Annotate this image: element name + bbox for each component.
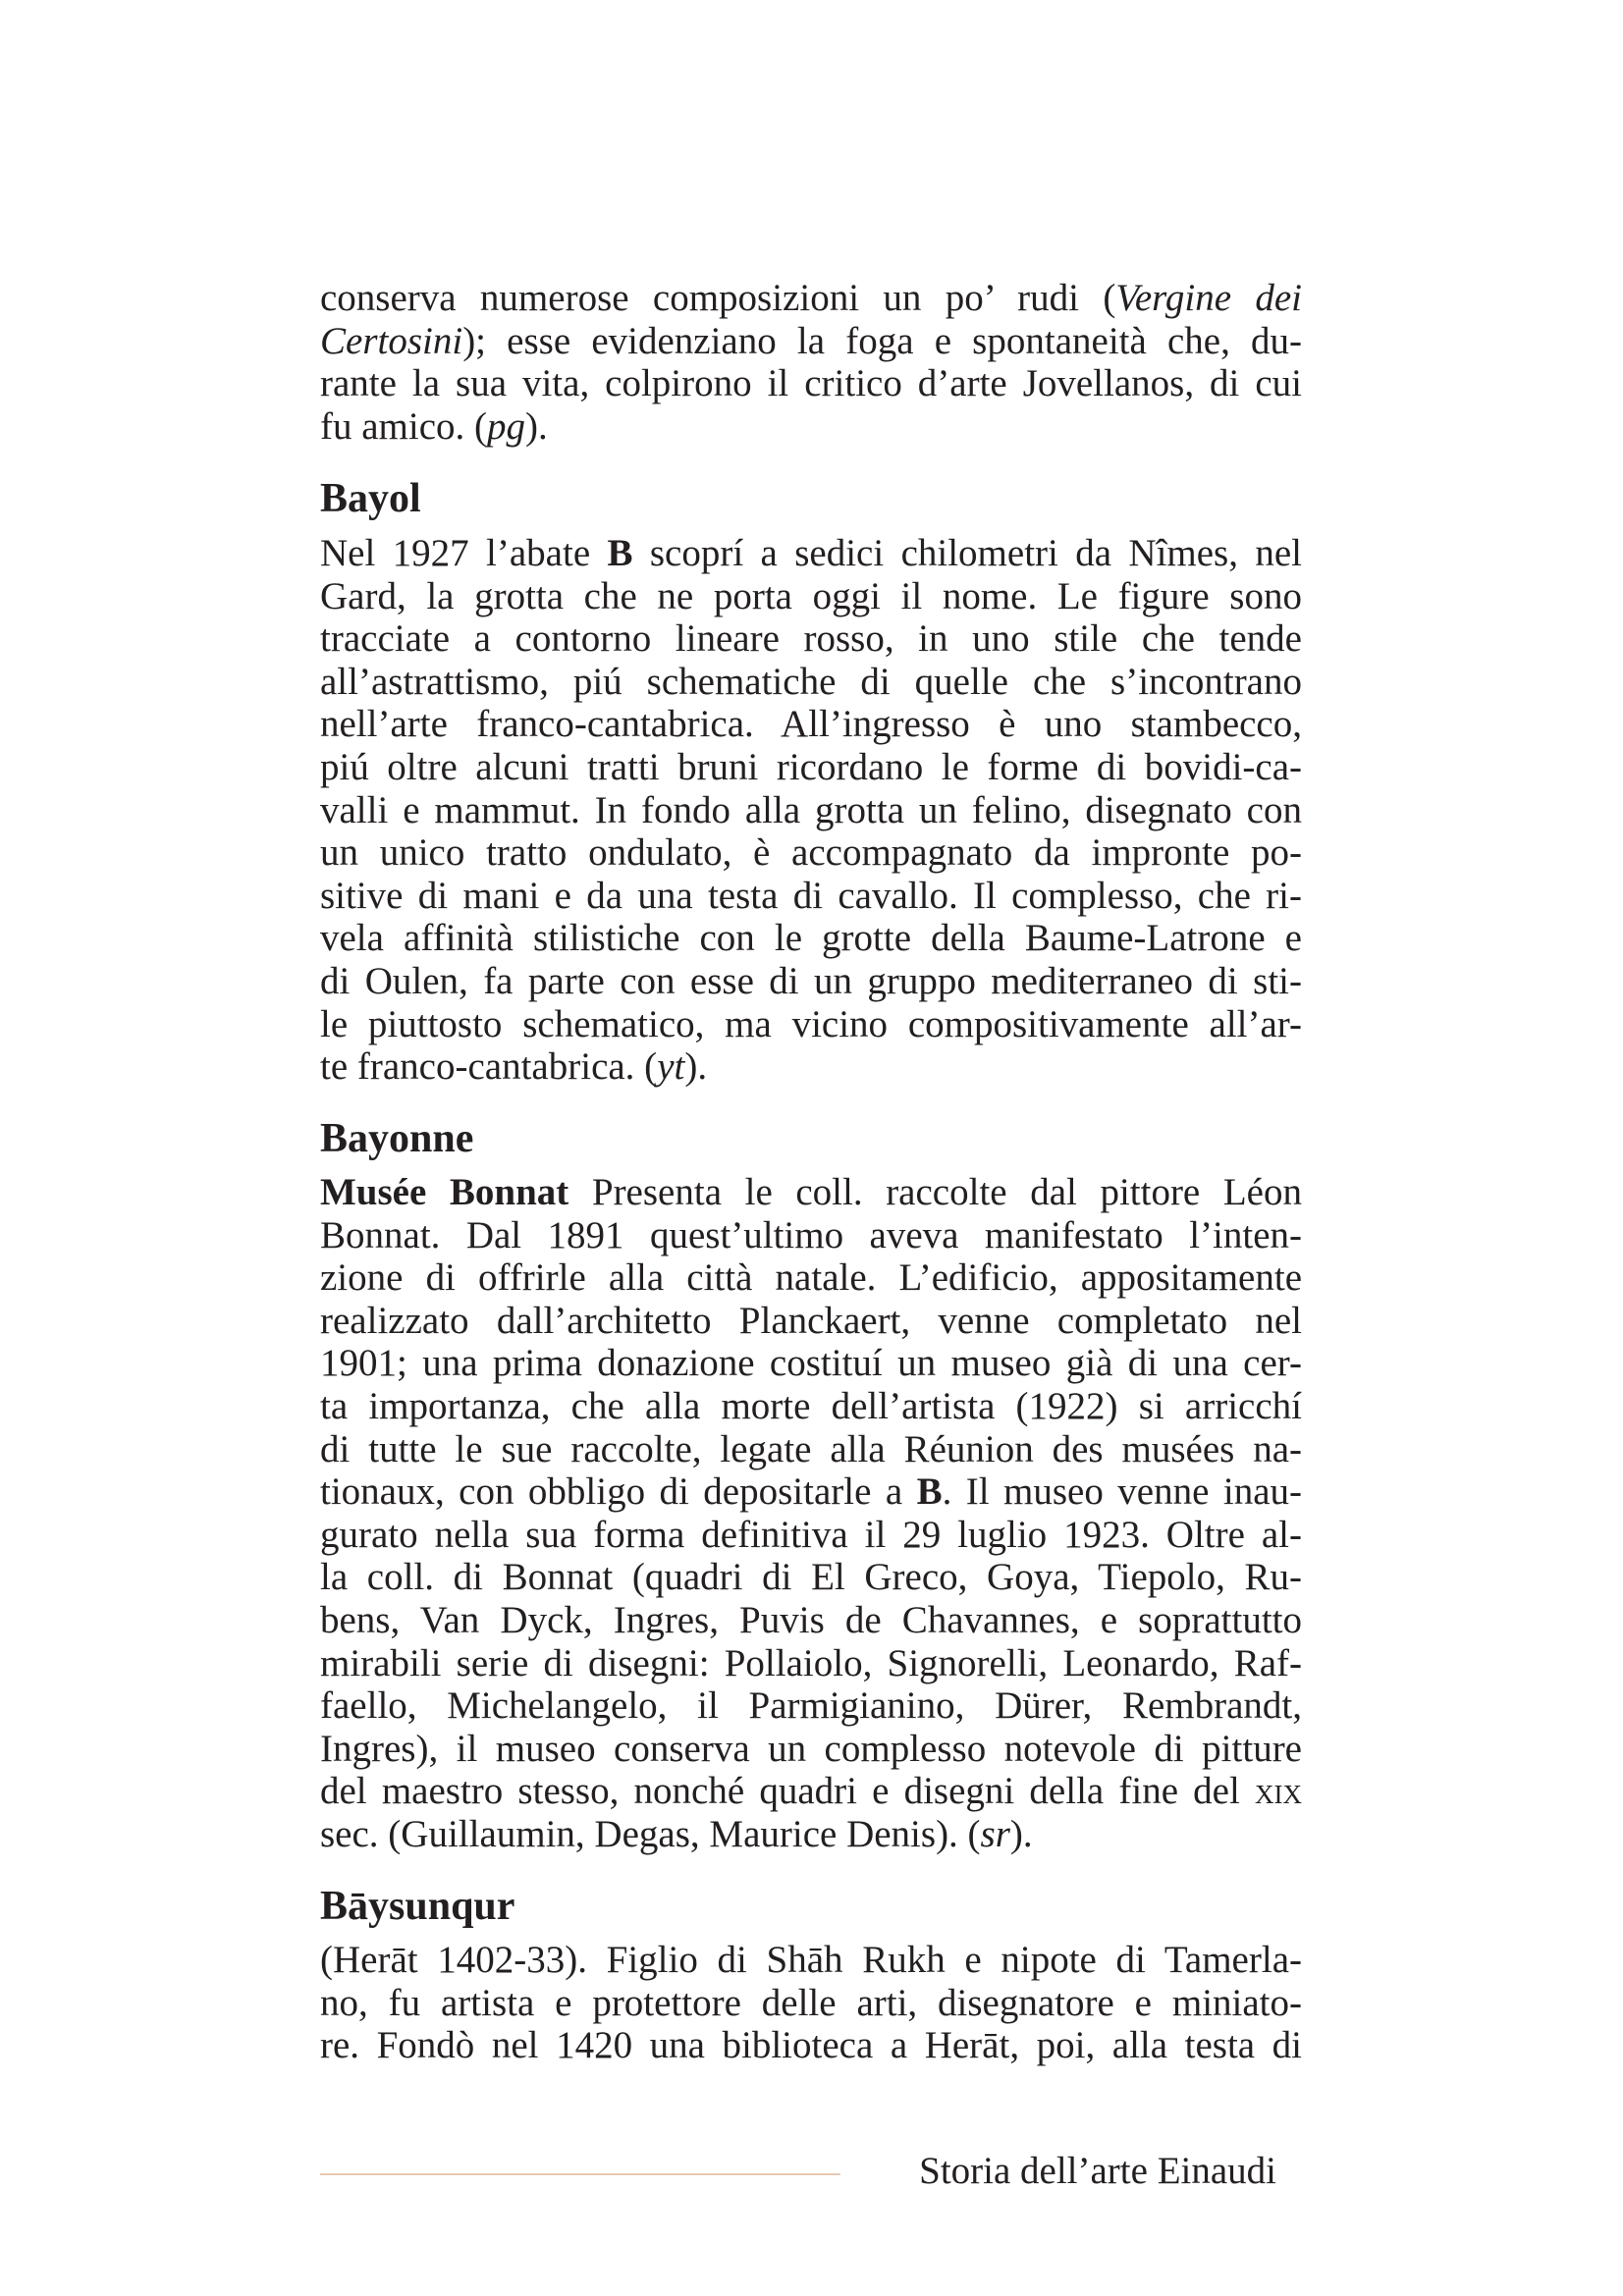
text-run: sec. (Guillaumin, Degas, Maurice Denis). ( bbox=[320, 1812, 981, 1855]
text-line bbox=[320, 532, 1302, 575]
text-line: sitive di mani e da una testa di cavallo. Il complesso, che ri- bbox=[320, 874, 1302, 917]
text-line bbox=[320, 1045, 1302, 1089]
text-run: conserva numerose composizioni un po’ rudi ( bbox=[320, 277, 1116, 319]
text-line bbox=[320, 320, 1302, 363]
abbreviation-bold: B bbox=[607, 532, 633, 574]
text-line: rante la sua vita, colpirono il critico d’arte Jovellanos, di cui bbox=[320, 362, 1302, 405]
text-line bbox=[320, 1171, 1302, 1214]
text-line: piú oltre alcuni tratti bruni ricordano le forme di bovidi-ca- bbox=[320, 745, 1302, 788]
text-line: tracciate a contorno lineare rosso, in uno stile che tende bbox=[320, 617, 1302, 661]
text-run: ). bbox=[684, 1045, 708, 1089]
text-run: scoprí a sedici chilometri da Nîmes, nel bbox=[632, 532, 1302, 574]
author-initials: yt bbox=[657, 1045, 685, 1089]
text-run: ). bbox=[525, 404, 548, 448]
text-run: . Il museo venne inau- bbox=[942, 1470, 1302, 1514]
text-line: bens, Van Dyck, Ingres, Puvis de Chavannes, e soprattutto bbox=[320, 1598, 1302, 1641]
text-line: Gard, la grotta che ne porta oggi il nome. Le figure sono bbox=[320, 574, 1302, 617]
subheading-musee-bonnat: Musée Bonnat bbox=[320, 1171, 569, 1213]
text-line bbox=[320, 1470, 1302, 1514]
text-line: mirabili serie di disegni: Pollaiolo, Signorelli, Leonardo, Raf- bbox=[320, 1641, 1302, 1684]
text-line: Bonnat. Dal 1891 quest’ultimo aveva manifestato l’inten- bbox=[320, 1213, 1302, 1256]
italic-title: Vergine dei bbox=[1115, 277, 1302, 319]
text-line: vela affinità stilistiche con le grotte della Baume-Latrone e bbox=[320, 917, 1302, 960]
author-initials: sr bbox=[980, 1812, 1010, 1855]
entry-heading-bayonne: Bayonne bbox=[320, 1116, 474, 1161]
italic-title: Certosini bbox=[320, 319, 463, 362]
text-line: valli e mammut. In fondo alla grotta un felino, disegnato con bbox=[320, 788, 1302, 831]
text-run: Nel 1927 l’abate bbox=[320, 532, 608, 574]
century-numeral: xix bbox=[1255, 1770, 1302, 1813]
text-run: ). bbox=[1009, 1812, 1033, 1855]
footer-rule bbox=[320, 2173, 840, 2175]
text-line: 1901; una prima donazione costituí un museo già di una cer- bbox=[320, 1342, 1302, 1385]
text-line: di Oulen, fa parte con esse di un gruppo mediterraneo di sti- bbox=[320, 959, 1302, 1002]
intro-paragraph bbox=[320, 277, 1302, 448]
text-line: re. Fondò nel 1420 una biblioteca a Herāt, poi, alla testa di bbox=[320, 2024, 1302, 2067]
text-line bbox=[320, 277, 1302, 320]
bayonne-paragraph bbox=[320, 1171, 1302, 1856]
text-run: fu amico. ( bbox=[320, 404, 488, 448]
text-line: faello, Michelangelo, il Parmigianino, Dürer, Rembrandt, bbox=[320, 1684, 1302, 1728]
text-line bbox=[320, 405, 1302, 449]
baysunqur-paragraph bbox=[320, 1939, 1302, 2067]
text-line: le piuttosto schematico, ma vicino compositivamente all’ar- bbox=[320, 1002, 1302, 1045]
text-line: di tutte le sue raccolte, legate alla Réunion des musées na- bbox=[320, 1427, 1302, 1470]
text-run: Presenta le coll. raccolte dal pittore Léon bbox=[568, 1171, 1302, 1213]
text-run: del maestro stesso, nonché quadri e disegni della fine del bbox=[320, 1770, 1255, 1813]
text-line: la coll. di Bonnat (quadri di El Greco, Goya, Tiepolo, Ru- bbox=[320, 1556, 1302, 1599]
text-line: un unico tratto ondulato, è accompagnato da impronte po- bbox=[320, 831, 1302, 875]
text-run: te franco-cantabrica. ( bbox=[320, 1045, 658, 1089]
text-line: ta importanza, che alla morte dell’artista (1922) si arricchí bbox=[320, 1384, 1302, 1427]
bayol-paragraph bbox=[320, 532, 1302, 1089]
text-line: realizzato dall’architetto Planckaert, venne completato nel bbox=[320, 1299, 1302, 1342]
text-line: (Herāt 1402-33). Figlio di Shāh Rukh e nipote di Tamerla- bbox=[320, 1939, 1302, 1981]
text-line: gurato nella sua forma definitiva il 29 luglio 1923. Oltre al- bbox=[320, 1513, 1302, 1556]
text-run: ); esse evidenziano la foga e spontaneità che, du- bbox=[462, 319, 1302, 362]
text-line bbox=[320, 1813, 1302, 1856]
text-line: nell’arte franco-cantabrica. All’ingresso è uno stambecco, bbox=[320, 703, 1302, 746]
entry-heading-bayol: Bayol bbox=[320, 476, 421, 521]
text-run: tionaux, con obbligo di depositarle a bbox=[320, 1470, 917, 1514]
text-line: all’astrattismo, piú schematiche di quelle che s’incontrano bbox=[320, 660, 1302, 703]
text-line: zione di offrirle alla città natale. L’edificio, appositamente bbox=[320, 1256, 1302, 1300]
abbreviation-bold: B bbox=[916, 1470, 943, 1514]
author-initials: pg bbox=[487, 404, 526, 448]
text-line: no, fu artista e protettore delle arti, disegnatore e miniato- bbox=[320, 1981, 1302, 2024]
footer-title: Storia dell’arte Einaudi bbox=[919, 2150, 1276, 2192]
text-line: Ingres), il museo conserva un complesso notevole di pitture bbox=[320, 1727, 1302, 1770]
text-line bbox=[320, 1770, 1302, 1813]
entry-heading-baysunqur: Bāysunqur bbox=[320, 1884, 515, 1929]
